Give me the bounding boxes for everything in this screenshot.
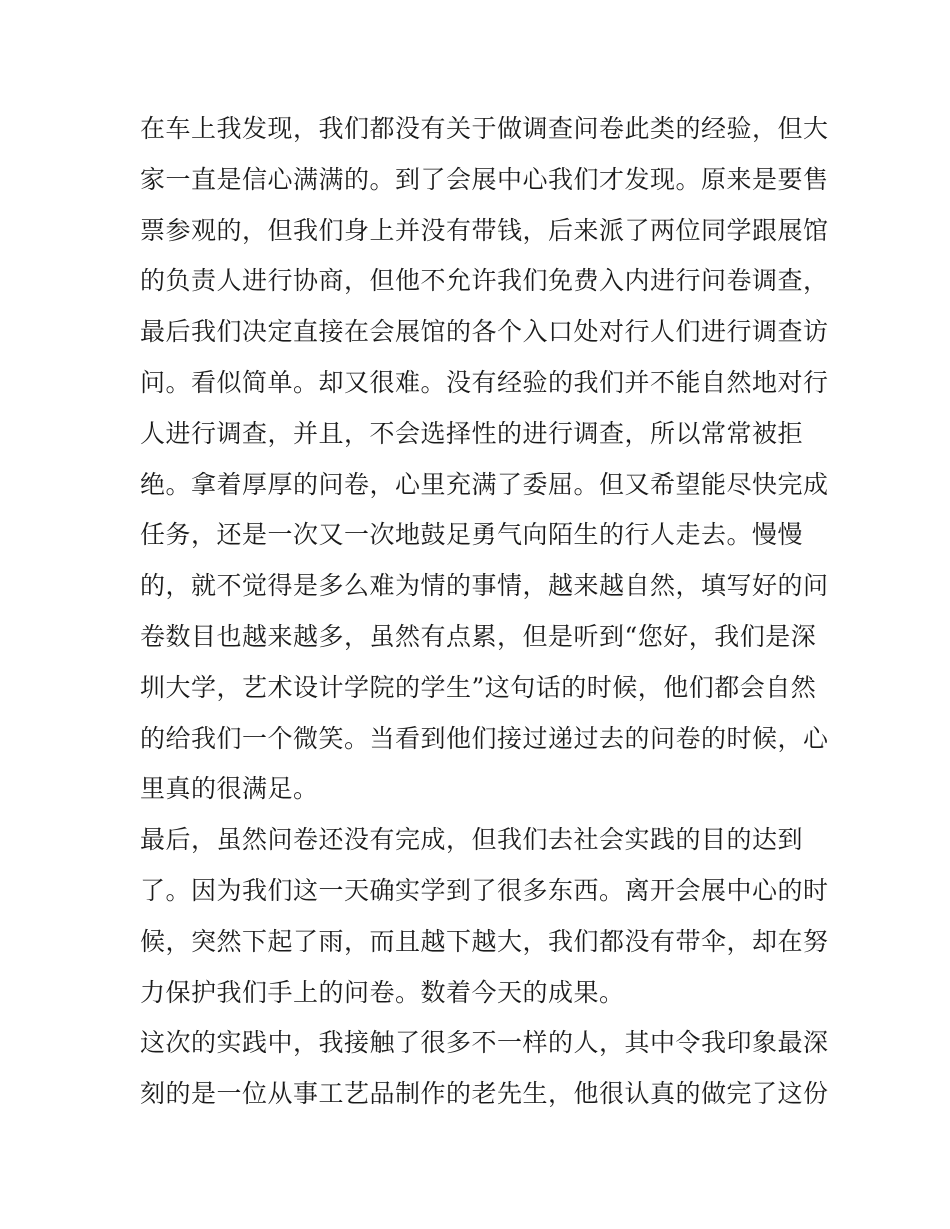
text-line: 力保护我们手上的问卷。数着今天的成果。 <box>140 977 625 1007</box>
text-line: 卷数目也越来越多，虽然有点累，但是听到“您好，我们是深 <box>140 621 817 651</box>
text-line: 家一直是信心满满的。到了会展中心我们才发现。原来是要售 <box>140 164 829 194</box>
text-line: 绝。拿着厚厚的问卷，心里充满了委屈。但又希望能尽快完成 <box>140 469 829 499</box>
text-line: 人进行调查，并且，不会选择性的进行调查，所以常常被拒 <box>140 418 804 448</box>
text-line: 在车上我发现，我们都没有关于做调查问卷此类的经验，但大 <box>140 114 829 143</box>
text-line: 里真的很满足。 <box>140 774 319 804</box>
text-line: 候，突然下起了雨，而且越下越大，我们都没有带伞，却在努 <box>140 926 829 956</box>
text-line: 最后，虽然问卷还没有完成，但我们去社会实践的目的达到 <box>140 825 804 855</box>
text-line: 圳大学，艺术设计学院的学生”这句话的时候，他们都会自然 <box>140 672 817 702</box>
text-line: 票参观的，但我们身上并没有带钱，后来派了两位同学跟展馆 <box>140 215 829 245</box>
text-line: 刻的是一位从事工艺品制作的老先生，他很认真的做完了这份 <box>140 1079 829 1109</box>
text-line: 这次的实践中，我接触了很多不一样的人，其中令我印象最深 <box>140 1028 829 1058</box>
text-line: 问。看似简单。却又很难。没有经验的我们并不能自然地对行 <box>140 367 829 397</box>
text-line: 的给我们一个微笑。当看到他们接过递过去的问卷的时候，心 <box>140 723 829 753</box>
document-body-text <box>140 104 829 1120</box>
text-line: 了。因为我们这一天确实学到了很多东西。离开会展中心的时 <box>140 875 829 905</box>
text-line: 的负责人进行协商，但他不允许我们免费入内进行问卷调查， <box>140 266 829 296</box>
text-line: 最后我们决定直接在会展馆的各个入口处对行人们进行调查访 <box>140 317 829 347</box>
text-line: 任务，还是一次又一次地鼓足勇气向陌生的行人走去。慢慢 <box>140 520 804 550</box>
text-line: 的，就不觉得是多么难为情的事情，越来越自然，填写好的问 <box>140 571 829 601</box>
